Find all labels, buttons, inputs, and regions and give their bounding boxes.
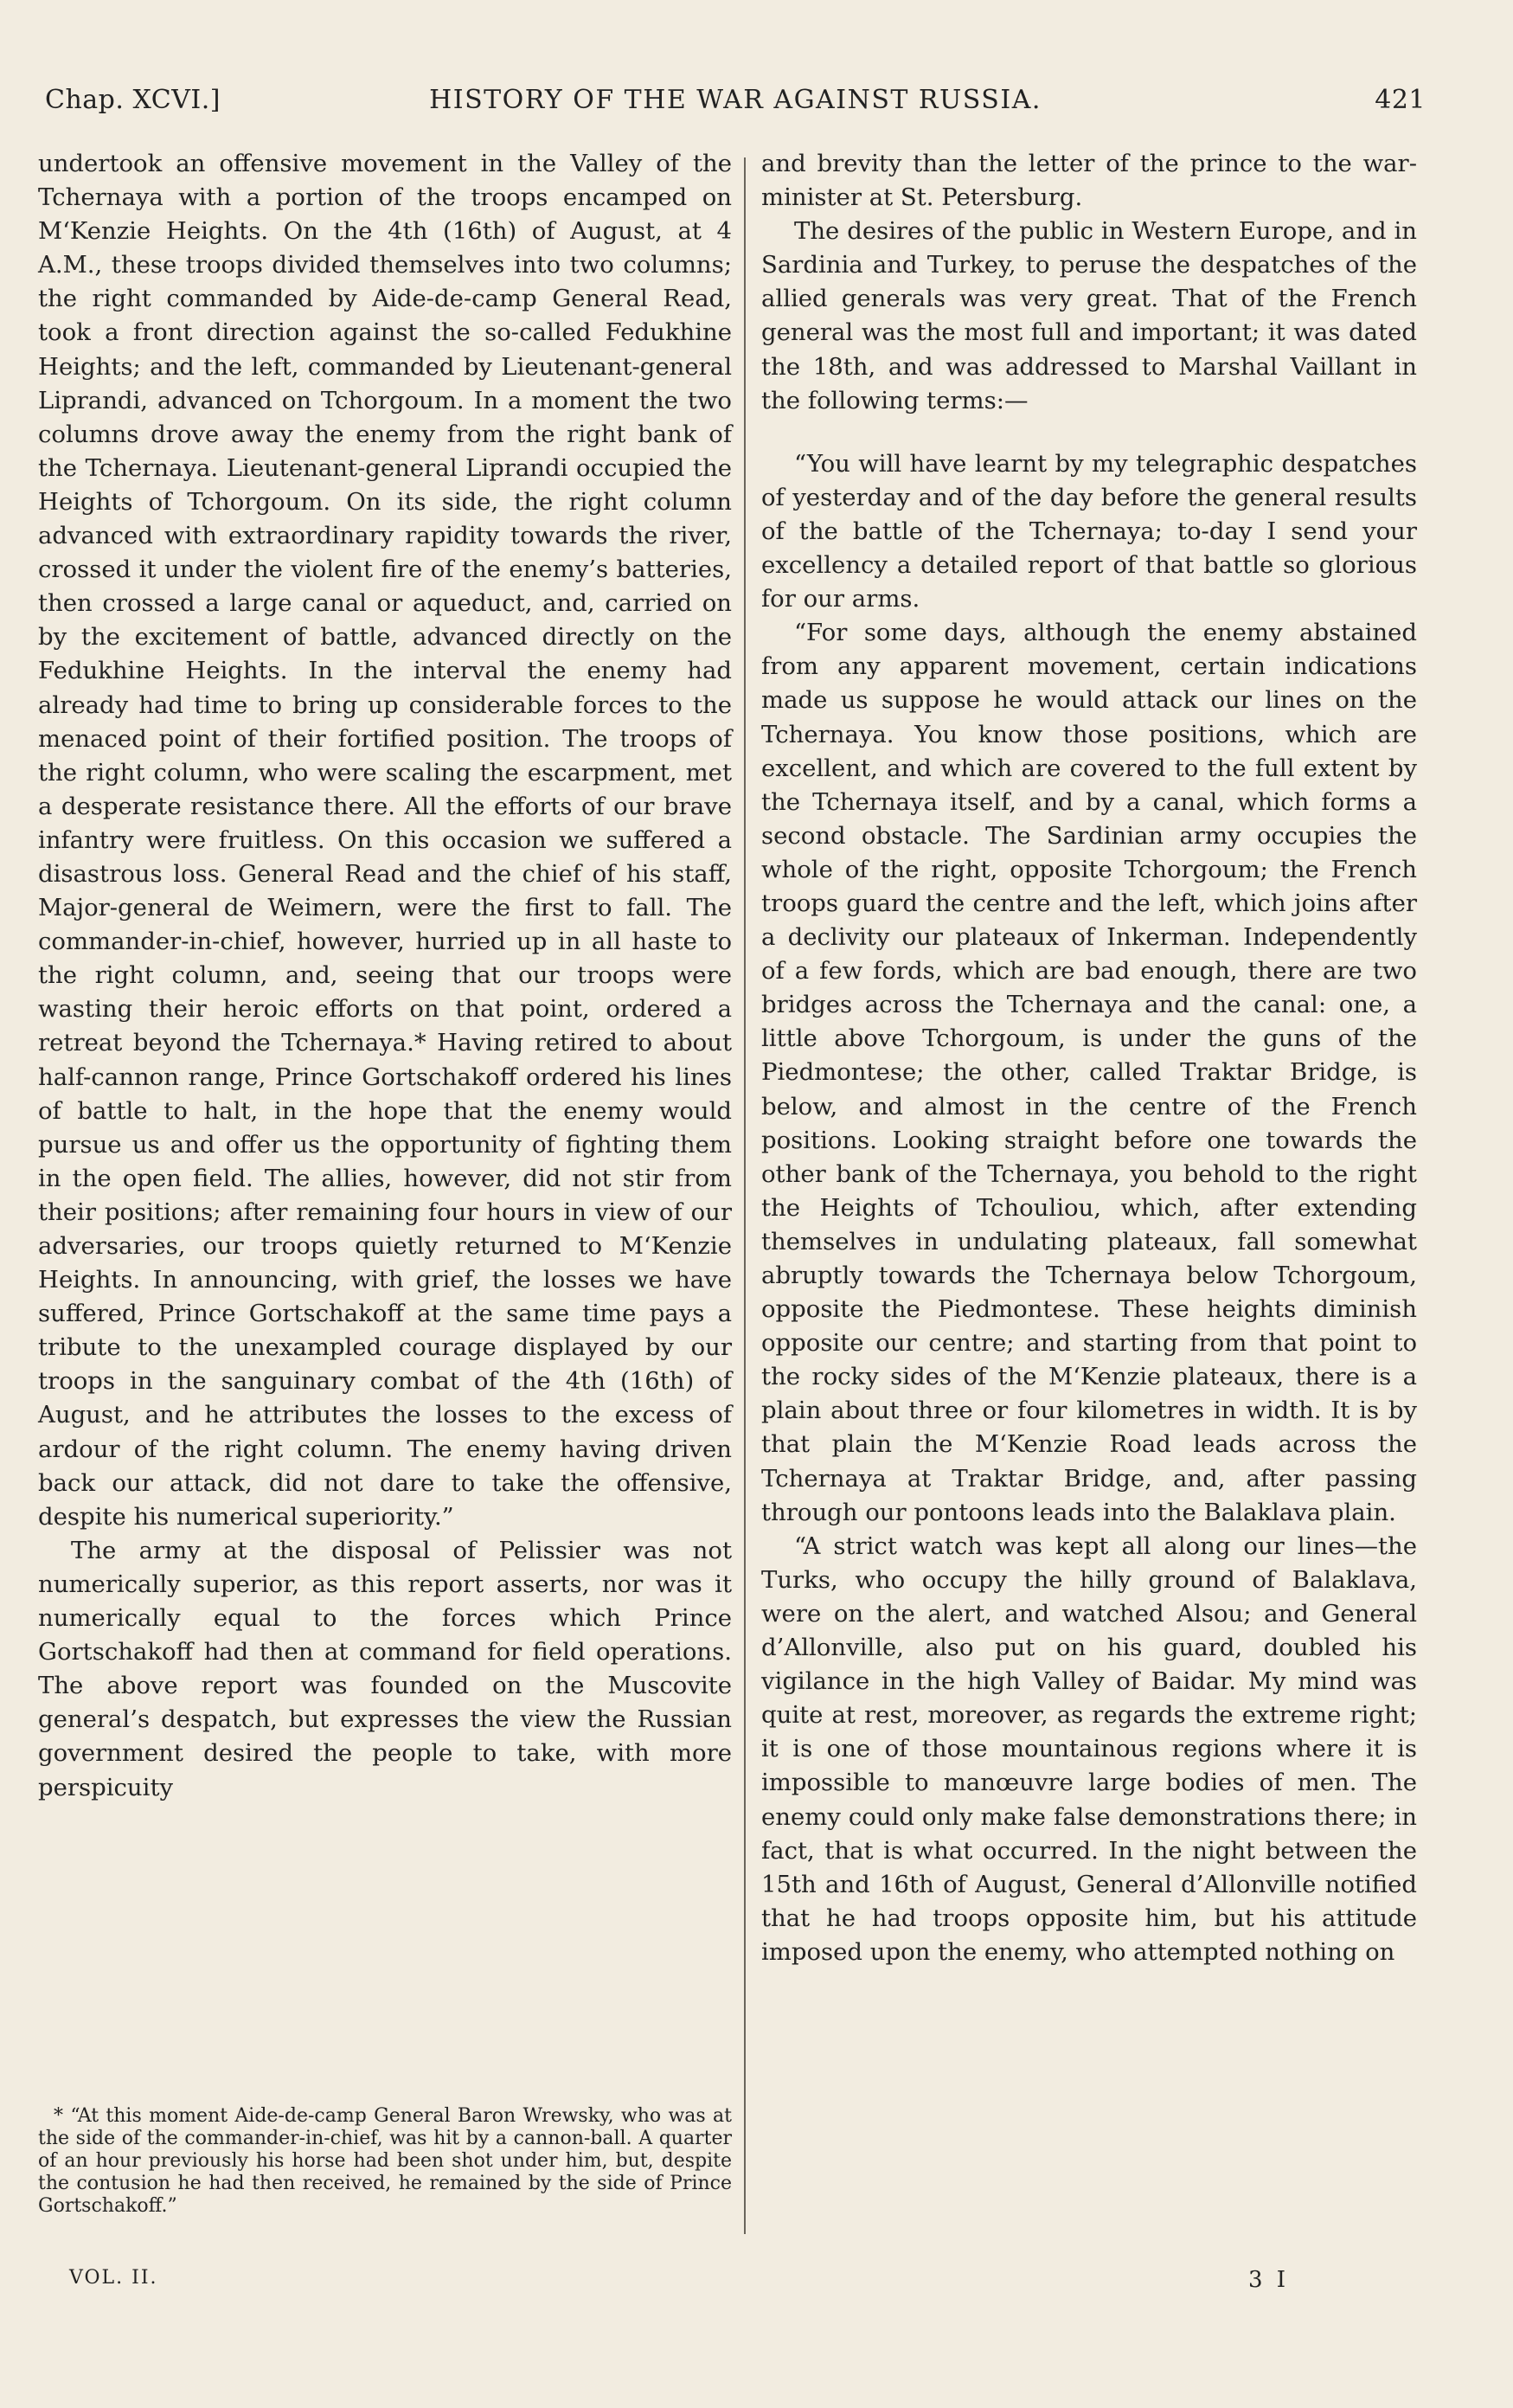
right-column [761,147,1417,1969]
footnote [38,2105,732,2218]
footnote-text: * “At this moment Aide-de-camp General Baron Wrewsky, who was at the side of the commander-in-chief, was hit by a cannon-ball. A quarter of an hour previously his horse had been shot under him, but, despite the contusion he had then received, he remained by the side of Prince Gortschakoff.” [38,2105,732,2217]
running-header [45,85,1426,126]
paragraph: The army at the disposal of Pelissier was not numerically superior, as this report asserts, nor was it numerically equal to the forces which Prince Gortschakoff had then at command for field operations. The above report was founded on the Muscovite general’s despatch, but expresses the view the Russian government desired the people to take, with more perspicuity [38,1536,732,1801]
page-number: 421 [1375,85,1426,115]
signature-mark: 3 I [1248,2267,1290,2293]
paragraph: “A strict watch was kept all along our lines—the Turks, who occupy the hilly ground of Balaklava, were on the alert, and watched Alsou; and General d’Allonville, also put on his guard, doubled his vigilance in the high Valley of Baidar. My mind was quite at rest, moreover, as regards the extreme right; it is one of those mountainous regions where it is impossible to manœuvre large bodies of men. The enemy could only make false demonstrations there; in fact, that is what occurred. In the night between the 15th and 16th of August, General d’Allonville notified that he had troops opposite him, but his attitude imposed upon the enemy, who attempted nothing on [761,1531,1417,1966]
paragraph: “You will have learnt by my telegraphic despatches of yesterday and of the day before the general results of the battle of the Tchernaya; to-day I send your excellency a detailed report of that battle so glorious for our arms. [761,449,1417,613]
paragraph: undertook an offensive movement in the Valley of the Tchernaya with a portion of the troops encamped on M‘Kenzie Heights. On the 4th (16th) of August, at 4 A.M., these troops divided themselves into two columns; the right commanded by Aide-de-camp General Read, took a front direction against the so-called Fedukhine Heights; and the left, commanded by Lieutenant-general Liprandi, advanced on Tchorgoum. In a moment the two columns drove away the enemy from the right bank of the Tchernaya. Lieutenant-general Liprandi occupied the Heights of Tchorgoum. On its side, the right column advanced with extraordinary rapidity towards the river, crossed it under the violent fire of the enemy’s batteries, then crossed a large canal or aqueduct, and, carried on by the excitement of battle, advanced directly on the Fedukhine Heights. In the interval the enemy had already had time to bring up considerable forces to the menaced point of their fortified position. The troops of the right column, who were scaling the escarpment, met a desperate resistance there. All the efforts of our brave infantry were fruitless. On this occasion we suffered a disastrous loss. General Read and the chief of his staff, Major-general de Weimern, were the first to fall. The commander-in-chief, however, hurried up in all haste to the right column, and, seeing that our troops were wasting their heroic efforts on that point, ordered a retreat beyond the Tchernaya.* Having retired to about half-cannon range, Prince Gortschakoff ordered his lines of battle to halt, in the hope that the enemy would pursue us and offer us the opportunity of fighting them in the open field. The allies, however, did not stir from their positions; after remaining four hours in view of our adversaries, our troops quietly returned to M‘Kenzie Heights. In announcing, with grief, the losses we have suffered, Prince Gortschakoff at the same time pays a tribute to the unexampled courage displayed by our troops in the sanguinary combat of the 4th (16th) of August, and he attributes the losses to the excess of ardour of the right column. The enemy having driven back our attack, did not dare to take the offensive, despite his numerical superiority.” [38,150,732,1531]
chapter-label: Chap. XCVI.] [45,85,221,115]
left-column [38,147,732,1805]
paragraph: and brevity than the letter of the prince to the war-minister at St. Petersburg. [761,150,1417,212]
volume-label: VOL. II. [69,2267,158,2289]
column-divider [744,157,746,2234]
paragraph: “For some days, although the enemy abstained from any apparent movement, certain indications made us suppose he would attack our lines on the Tchernaya. You know those positions, which are excellent, and which are covered to the full extent by the Tchernaya itself, and by a canal, which forms a second obstacle. The Sardinian army occupies the whole of the right, opposite Tchorgoum; the French troops guard the centre and the left, which joins after a declivity our plateaux of Inkerman. Independently of a few fords, which are bad enough, there are two bridges across the Tchernaya and the canal: one, a little above Tchorgoum, is under the guns of the Piedmontese; the other, called Traktar Bridge, is below, and almost in the centre of the French positions. Looking straight before one towards the other bank of the Tchernaya, you behold to the right the Heights of Tchouliou, which, after extending themselves in undulating plateaux, fall somewhat abruptly towards the Tchernaya below Tchorgoum, opposite the Piedmontese. These heights diminish opposite our centre; and starting from that point to the rocky sides of the M‘Kenzie plateaux, there is a plain about three or four kilometres in width. It is by that plain the M‘Kenzie Road leads across the Tchernaya at Traktar Bridge, and, after passing through our pontoons leads into the Balaklava plain. [761,619,1417,1526]
running-title: HISTORY OF THE WAR AGAINST RUSSIA. [429,85,1042,115]
paragraph: The desires of the public in Western Europe, and in Sardinia and Turkey, to peruse the despatches of the allied generals was very great. That of the French general was the most full and important; it was dated the 18th, and was addressed to Marshal Vaillant in the following terms:— [761,217,1417,414]
